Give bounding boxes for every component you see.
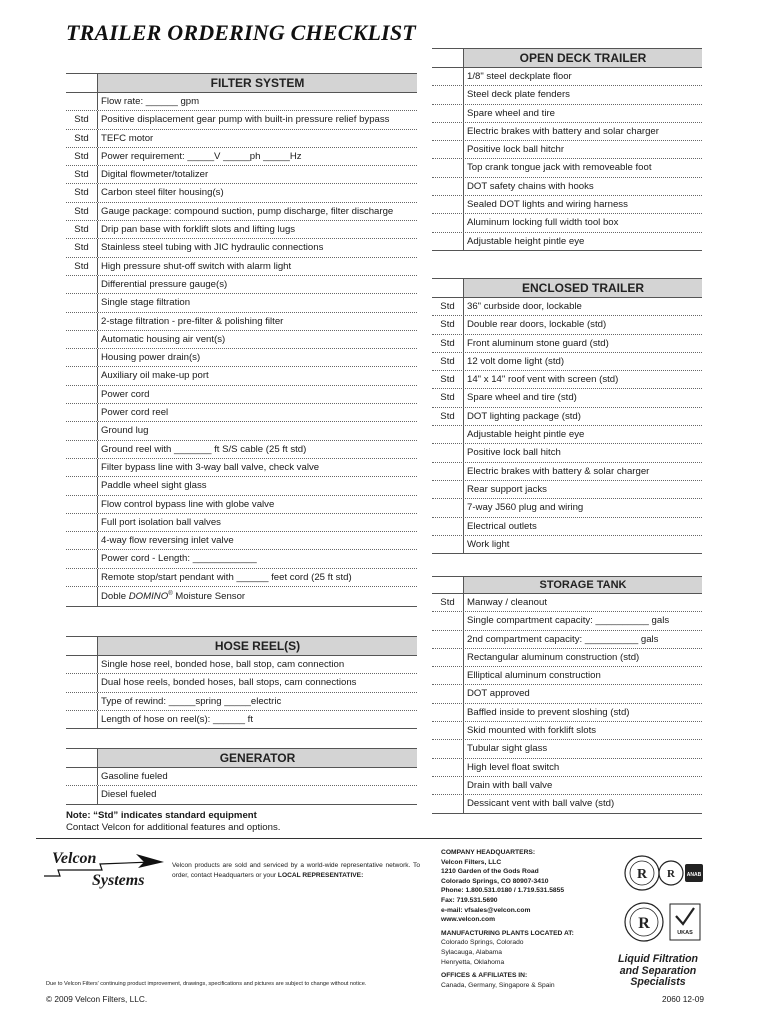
row-label: Flow rate: ______ gpm xyxy=(101,96,200,107)
std-cell xyxy=(432,481,464,498)
std-cell xyxy=(432,536,464,553)
note-line-1: Note: “Std” indicates standard equipment xyxy=(66,810,257,821)
std-cell xyxy=(66,386,98,403)
generator-header xyxy=(66,748,417,768)
row-label: Single compartment capacity: __________ gals xyxy=(467,615,670,627)
checklist-row[interactable] xyxy=(432,298,702,316)
document-code: 2060 12-09 xyxy=(662,994,704,1004)
std-cell xyxy=(432,722,464,739)
checklist-row[interactable] xyxy=(66,294,417,312)
generator-rows xyxy=(66,768,417,805)
row-label: Filter bypass line with 3-way ball valve, check valve xyxy=(101,461,320,473)
svg-text:R: R xyxy=(636,867,648,882)
row-label: Doble DOMINO® Moisture Sensor xyxy=(101,590,246,603)
std-cell xyxy=(66,349,98,366)
std-cell xyxy=(66,441,98,458)
std-cell: Std xyxy=(66,258,98,275)
row-label: Stainless steel tubing with JIC hydraulic connections xyxy=(101,242,324,254)
row-label: Length of hose on reel(s): ______ ft xyxy=(101,713,254,725)
checklist-row[interactable] xyxy=(66,693,417,711)
checklist-row[interactable] xyxy=(432,353,702,371)
row-label: High pressure shut-off switch with alarm light xyxy=(101,260,292,272)
row-label: Paddle wheel sight glass xyxy=(101,480,207,492)
checklist-row[interactable] xyxy=(432,389,702,407)
checklist-row[interactable] xyxy=(432,759,702,777)
checklist-row[interactable] xyxy=(66,221,417,239)
checklist-row[interactable] xyxy=(66,349,417,367)
checklist-row[interactable] xyxy=(432,499,702,517)
row-label: Power cord - Length: ____________ xyxy=(101,553,257,565)
checklist-row[interactable] xyxy=(432,408,702,426)
checklist-row[interactable] xyxy=(432,740,702,758)
hq-line: Colorado Springs, CO 80907-3410 xyxy=(441,877,549,885)
row-label: Gauge package: compound suction, pump discharge, filter discharge xyxy=(101,205,394,217)
std-cell xyxy=(66,693,98,710)
section-heading: ENCLOSED TRAILER xyxy=(464,279,702,297)
row-label: 2-stage filtration - pre-filter & polishing filter xyxy=(101,315,284,327)
checklist-row[interactable] xyxy=(66,496,417,514)
row-label: DOT safety chains with hooks xyxy=(467,180,594,192)
std-cell xyxy=(432,649,464,666)
checklist-row[interactable] xyxy=(432,463,702,481)
std-cell: Std xyxy=(66,148,98,165)
row-label: Housing power drain(s) xyxy=(101,352,201,364)
row-label: Rectangular aluminum construction (std) xyxy=(467,651,640,663)
offices-list: Canada, Germany, Singapore & Spain xyxy=(441,981,555,989)
std-cell xyxy=(432,214,464,231)
row-label: Aluminum locking full width tool box xyxy=(467,217,619,229)
checklist-row[interactable] xyxy=(432,518,702,536)
row-label: Diesel fueled xyxy=(101,789,157,801)
hose-reels-rows xyxy=(66,656,417,729)
row-label: Gasoline fueled xyxy=(101,771,168,782)
plant-location: Henryetta, Oklahoma xyxy=(441,958,505,966)
checklist-row[interactable] xyxy=(432,536,702,554)
row-label: Adjustable height pintle eye xyxy=(467,429,585,441)
std-cell xyxy=(432,141,464,158)
row-label: Spare wheel and tire xyxy=(467,107,555,119)
std-cell xyxy=(432,777,464,794)
row-label: Electric brakes with battery and solar charger xyxy=(467,125,659,137)
row-label: Differential pressure gauge(s) xyxy=(101,278,228,290)
checklist-row[interactable] xyxy=(432,68,702,86)
std-cell xyxy=(432,105,464,122)
generator-section xyxy=(66,748,417,805)
checklist-row[interactable] xyxy=(66,711,417,729)
checklist-row[interactable] xyxy=(66,148,417,166)
checklist-row[interactable] xyxy=(66,331,417,349)
std-cell: Std xyxy=(432,316,464,333)
std-cell xyxy=(432,159,464,176)
offices-heading: OFFICES & AFFILIATES IN: xyxy=(441,972,528,980)
row-label: DOT lighting package (std) xyxy=(467,410,581,422)
row-label: Power cord xyxy=(101,388,150,400)
filter-system-section xyxy=(66,73,417,607)
std-cell xyxy=(432,123,464,140)
row-label: Manway / cleanout xyxy=(467,597,547,608)
std-cell xyxy=(66,459,98,476)
logo-word-velcon: Velcon xyxy=(52,850,97,867)
std-cell: Std xyxy=(432,594,464,611)
hose-reels-header xyxy=(66,636,417,656)
checklist-row[interactable] xyxy=(432,444,702,462)
row-label: 36" curbside door, lockable xyxy=(467,301,582,312)
std-cell: Std xyxy=(432,298,464,315)
std-cell xyxy=(432,68,464,85)
hq-line: Fax: 719.531.5690 xyxy=(441,896,498,904)
std-cell xyxy=(432,444,464,461)
std-cell xyxy=(432,631,464,648)
velcon-logo xyxy=(40,846,164,896)
std-cell xyxy=(432,759,464,776)
svg-text:ANAB: ANAB xyxy=(686,872,702,878)
checklist-row[interactable] xyxy=(66,656,417,674)
row-label: Positive lock ball hitch xyxy=(467,447,561,459)
row-label: 2nd compartment capacity: __________ gals xyxy=(467,633,659,645)
row-label: Carbon steel filter housing(s) xyxy=(101,187,224,199)
checklist-row[interactable] xyxy=(66,367,417,385)
row-label: Power requirement: _____V _____ph _____Hz xyxy=(101,150,302,162)
checklist-row[interactable] xyxy=(432,371,702,389)
std-cell xyxy=(432,499,464,516)
std-cell: Std xyxy=(66,221,98,238)
footer-divider xyxy=(36,838,702,839)
disclaimer-text: Due to Velcon Filters' continuing product improvement, drawings, specifications and pictures are subject to change without notice. xyxy=(46,981,367,987)
std-cell xyxy=(66,711,98,728)
hq-line: 1210 Garden of the Gods Road xyxy=(441,868,539,876)
row-label: Dessicant vent with ball valve (std) xyxy=(467,798,615,810)
storage-tank-section xyxy=(432,576,702,814)
checklist-row[interactable] xyxy=(66,258,417,276)
row-label: Positive displacement gear pump with built-in pressure relief bypass xyxy=(101,114,390,126)
row-label: 7-way J560 plug and wiring xyxy=(467,502,584,514)
row-label: High level float switch xyxy=(467,761,560,773)
filter-system-rows xyxy=(66,93,417,587)
checklist-row[interactable] xyxy=(432,426,702,444)
checklist-row[interactable] xyxy=(432,594,702,612)
logo-word-systems: Systems xyxy=(92,872,145,889)
checklist-row-domino[interactable] xyxy=(66,587,417,607)
std-cell xyxy=(66,569,98,586)
plant-location: Sylacauga, Alabama xyxy=(441,948,502,956)
row-label: Double rear doors, lockable (std) xyxy=(467,319,607,331)
svg-text:UKAS: UKAS xyxy=(677,930,693,936)
std-cell: Std xyxy=(66,166,98,183)
checklist-row[interactable] xyxy=(432,481,702,499)
checklist-row[interactable] xyxy=(432,612,702,630)
row-label: Single hose reel, bonded hose, ball stop, cam connection xyxy=(101,659,345,670)
std-cell xyxy=(66,93,98,110)
checklist-row[interactable] xyxy=(432,685,702,703)
std-cell xyxy=(432,795,464,812)
std-cell: Std xyxy=(66,130,98,147)
checklist-row[interactable] xyxy=(66,111,417,129)
checklist-row[interactable] xyxy=(66,422,417,440)
std-cell xyxy=(66,422,98,439)
checklist-row[interactable] xyxy=(66,532,417,550)
row-label: Power cord reel xyxy=(101,407,169,419)
open-deck-header xyxy=(432,48,702,68)
checklist-row[interactable] xyxy=(66,130,417,148)
note-line-2: Contact Velcon for additional features and options. xyxy=(66,822,281,833)
checklist-row[interactable] xyxy=(432,196,702,214)
checklist-row[interactable] xyxy=(432,704,702,722)
row-label: 14" x 14" roof vent with screen (std) xyxy=(467,374,619,386)
row-label: Auxiliary oil make-up port xyxy=(101,370,209,382)
checklist-row[interactable] xyxy=(66,386,417,404)
std-cell xyxy=(432,233,464,250)
checklist-row[interactable] xyxy=(66,404,417,422)
std-cell xyxy=(432,667,464,684)
checklist-row[interactable] xyxy=(432,795,702,813)
row-label: Drain with ball valve xyxy=(467,779,553,791)
checklist-row[interactable] xyxy=(66,768,417,786)
checklist-row[interactable] xyxy=(432,105,702,123)
checklist-row[interactable] xyxy=(432,649,702,667)
hq-line: Phone: 1.800.531.0180 / 1.719.531.5855 xyxy=(441,887,565,895)
checklist-row[interactable] xyxy=(432,123,702,141)
checklist-row[interactable] xyxy=(432,141,702,159)
std-cell xyxy=(66,656,98,673)
enclosed-header xyxy=(432,278,702,298)
row-label: Sealed DOT lights and wiring harness xyxy=(467,199,628,211)
std-cell xyxy=(432,463,464,480)
svg-text:R: R xyxy=(667,868,675,880)
headquarters-block xyxy=(441,848,619,990)
hq-heading: COMPANY HEADQUARTERS: xyxy=(441,849,536,856)
checklist-row[interactable] xyxy=(66,184,417,202)
std-cell xyxy=(66,276,98,293)
std-cell: Std xyxy=(432,389,464,406)
sales-network-text: Velcon products are sold and serviced by a world-wide representative network. To order, contact Headquarters or your LOCAL REPRESENTATIVE: xyxy=(172,862,420,879)
std-cell xyxy=(66,477,98,494)
row-label: Elliptical aluminum construction xyxy=(467,670,601,682)
storage-tank-header xyxy=(432,576,702,594)
checklist-row[interactable] xyxy=(432,777,702,795)
std-cell: Std xyxy=(66,203,98,220)
checklist-row[interactable] xyxy=(432,335,702,353)
row-label: 4-way flow reversing inlet valve xyxy=(101,535,234,547)
checklist-row[interactable] xyxy=(432,233,702,251)
plants-heading: MANUFACTURING PLANTS LOCATED AT: xyxy=(441,929,574,937)
checklist-row[interactable] xyxy=(66,550,417,568)
checklist-row[interactable] xyxy=(66,313,417,331)
row-label: Electrical outlets xyxy=(467,520,537,532)
std-cell xyxy=(66,496,98,513)
std-cell xyxy=(66,331,98,348)
checklist-row[interactable] xyxy=(66,276,417,294)
checklist-row[interactable] xyxy=(432,631,702,649)
std-cell: Std xyxy=(432,408,464,425)
row-label: Digital flowmeter/totalizer xyxy=(101,169,209,181)
row-label: TEFC motor xyxy=(101,132,154,144)
company-tagline: Liquid Filtration and Separation Specialists xyxy=(617,953,699,988)
row-label: Full port isolation ball valves xyxy=(101,516,221,528)
checklist-row[interactable] xyxy=(432,722,702,740)
row-label: Baffled inside to prevent sloshing (std) xyxy=(467,706,630,718)
checklist-row[interactable] xyxy=(66,239,417,257)
row-label: Steel deck plate fenders xyxy=(467,89,570,101)
filter-system-header xyxy=(66,73,417,93)
storage-tank-rows xyxy=(432,594,702,814)
row-label: Positive lock ball hitchr xyxy=(467,144,565,156)
std-cell xyxy=(432,685,464,702)
checklist-row[interactable] xyxy=(432,86,702,104)
std-cell: Std xyxy=(432,335,464,352)
std-cell xyxy=(432,86,464,103)
checklist-row[interactable] xyxy=(66,166,417,184)
plant-location: Colorado Springs, Colorado xyxy=(441,939,524,947)
hq-line: e-mail: vfsales@velcon.com xyxy=(441,906,531,914)
std-cell xyxy=(66,514,98,531)
std-cell xyxy=(66,768,98,785)
checklist-row[interactable] xyxy=(66,477,417,495)
std-note xyxy=(66,810,280,834)
row-label: Rear support jacks xyxy=(467,483,547,495)
std-cell xyxy=(66,367,98,384)
hq-line: www.velcon.com xyxy=(441,916,496,924)
std-cell xyxy=(66,674,98,691)
section-heading: STORAGE TANK xyxy=(464,577,702,593)
std-cell xyxy=(66,550,98,567)
std-cell xyxy=(432,612,464,629)
checklist-row[interactable] xyxy=(432,316,702,334)
checklist-row[interactable] xyxy=(66,786,417,804)
std-cell xyxy=(432,196,464,213)
std-cell: Std xyxy=(66,184,98,201)
std-cell xyxy=(432,518,464,535)
row-label: Remote stop/start pendant with ______ feet cord (25 ft std) xyxy=(101,571,352,583)
checklist-row[interactable] xyxy=(432,667,702,685)
section-heading: OPEN DECK TRAILER xyxy=(464,49,702,67)
std-cell: Std xyxy=(66,111,98,128)
std-cell xyxy=(66,532,98,549)
std-cell xyxy=(432,740,464,757)
std-cell xyxy=(66,294,98,311)
row-label: Front aluminum stone guard (std) xyxy=(467,337,609,349)
page-title: TRAILER ORDERING CHECKLIST xyxy=(66,20,416,45)
std-cell: Std xyxy=(432,371,464,388)
std-cell xyxy=(66,313,98,330)
open-deck-rows xyxy=(432,68,702,251)
checklist-row[interactable] xyxy=(66,569,417,587)
row-label: 12 volt dome light (std) xyxy=(467,355,565,367)
checklist-row[interactable] xyxy=(66,459,417,477)
std-cell: Std xyxy=(66,239,98,256)
std-cell xyxy=(66,786,98,803)
std-cell xyxy=(66,404,98,421)
checklist-row[interactable] xyxy=(66,203,417,221)
section-heading: FILTER SYSTEM xyxy=(98,74,417,92)
row-label: Flow control bypass line with globe valve xyxy=(101,498,275,510)
row-label: Automatic housing air vent(s) xyxy=(101,333,226,345)
open-deck-section xyxy=(432,48,702,251)
iso-certification-seal-anab xyxy=(624,850,704,901)
row-label: DOT approved xyxy=(467,688,530,700)
row-label: Ground reel with _______ ft S/S cable (25 ft std) xyxy=(101,443,307,455)
checklist-row[interactable] xyxy=(66,514,417,532)
copyright-text: © 2009 Velcon Filters, LLC. xyxy=(46,994,148,1004)
row-label: Dual hose reels, bonded hoses, ball stops, cam connections xyxy=(101,677,357,689)
row-label: Single stage filtration xyxy=(101,297,191,309)
hq-line: Velcon Filters, LLC xyxy=(441,858,502,866)
row-label: Drip pan base with forklift slots and lifting lugs xyxy=(101,224,296,236)
row-label: 1/8" steel deckplate floor xyxy=(467,71,572,82)
std-cell: Std xyxy=(432,353,464,370)
row-label: Type of rewind: _____spring _____electric xyxy=(101,695,282,707)
row-label: Electric brakes with battery & solar charger xyxy=(467,465,650,477)
row-label: Spare wheel and tire (std) xyxy=(467,392,577,404)
row-label: Ground lug xyxy=(101,425,149,437)
checklist-row[interactable] xyxy=(432,178,702,196)
hose-reels-section xyxy=(66,636,417,729)
row-label: Work light xyxy=(467,538,510,550)
checklist-row[interactable] xyxy=(432,159,702,177)
enclosed-section xyxy=(432,278,702,554)
std-cell xyxy=(432,426,464,443)
std-cell xyxy=(66,587,98,606)
section-heading: GENERATOR xyxy=(98,749,417,767)
std-cell xyxy=(432,178,464,195)
svg-text:R: R xyxy=(638,915,650,932)
std-cell xyxy=(432,704,464,721)
row-label: Skid mounted with forklift slots xyxy=(467,725,597,737)
row-label: Adjustable height pintle eye xyxy=(467,235,585,247)
checklist-row[interactable] xyxy=(66,93,417,111)
enclosed-rows xyxy=(432,298,702,554)
checklist-row[interactable] xyxy=(66,441,417,459)
row-label: Top crank tongue jack with removeable foot xyxy=(467,162,652,174)
section-heading: HOSE REEL(S) xyxy=(98,637,417,655)
checklist-row[interactable] xyxy=(432,214,702,232)
row-label: Tubular sight glass xyxy=(467,743,548,755)
iso-certification-seal-ukas xyxy=(624,898,704,951)
checklist-row[interactable] xyxy=(66,674,417,692)
